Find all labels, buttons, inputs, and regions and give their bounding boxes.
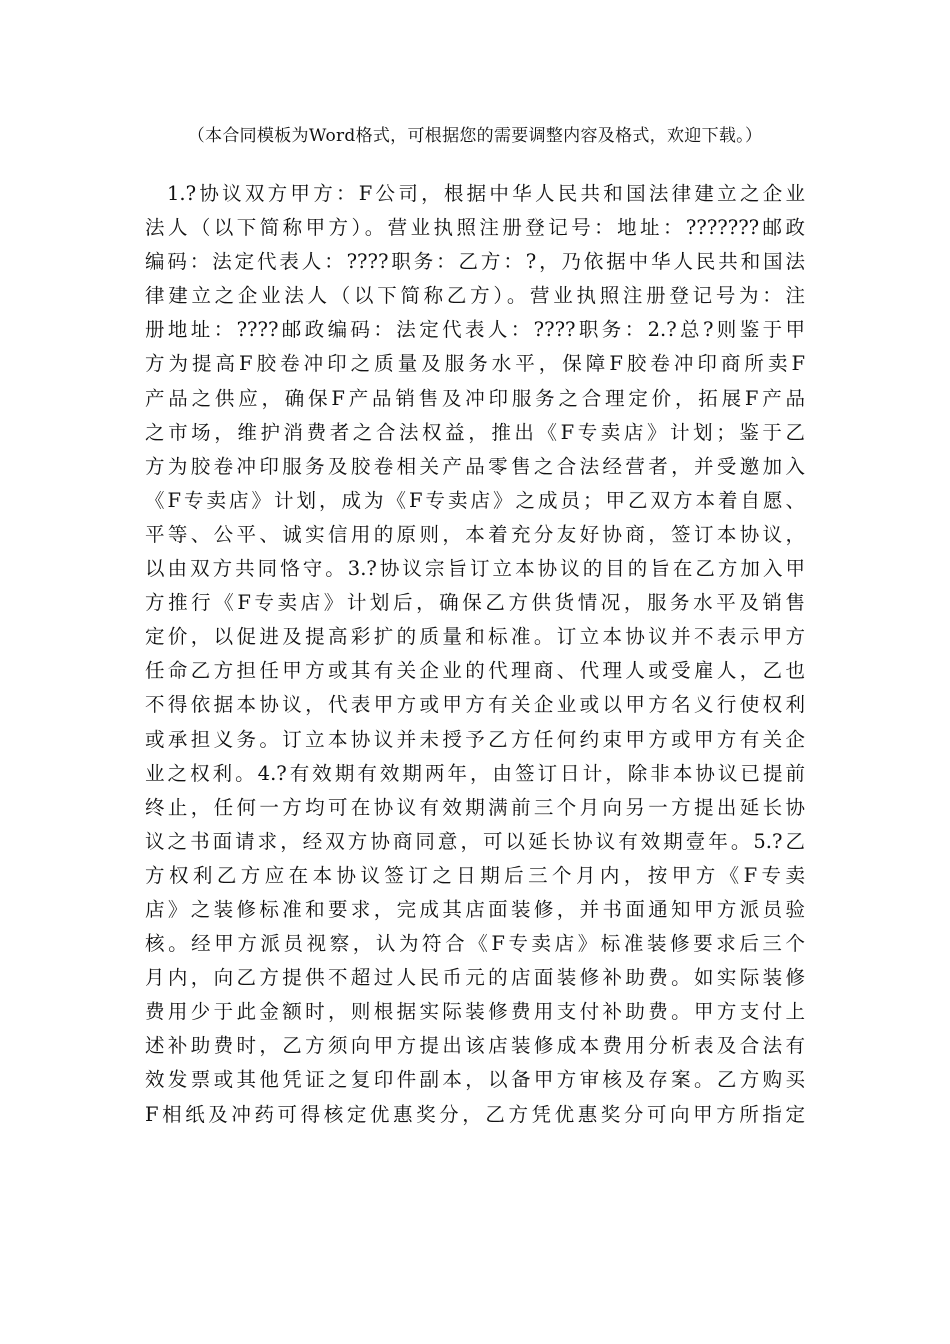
- body-line: 月内，向乙方提供不超过人民币元的店面装修补助费。如实际装修: [145, 966, 805, 990]
- body-line: 1.?协议双方甲方：F公司，根据中华人民共和国法律建立之企业: [167, 182, 805, 205]
- body-line: 册地址：????邮政编码：法定代表人：????职务：2.?总?则鉴于甲: [145, 318, 805, 342]
- body-line: 方推行《F专卖店》计划后，确保乙方供货情况，服务水平及销售: [145, 591, 805, 615]
- body-line: 业之权利。4.?有效期有效期两年，由签订日计，除非本协议已提前: [145, 761, 805, 785]
- body-line: 议之书面请求，经双方协商同意，可以延长协议有效期壹年。5.?乙: [145, 829, 805, 853]
- body-line: 以由双方共同恪守。3.?协议宗旨订立本协议的目的旨在乙方加入甲: [145, 557, 805, 581]
- body-line: 律建立之企业法人（以下简称乙方）。营业执照注册登记号为：注: [145, 284, 805, 308]
- body-line: 终止，任何一方均可在协议有效期满前三个月向另一方提出延长协: [145, 795, 805, 819]
- body-line: 述补助费时，乙方须向甲方提出该店装修成本费用分析表及合法有: [145, 1034, 805, 1058]
- body-line: 之市场，维护消费者之合法权益，推出《F专卖店》计划；鉴于乙: [145, 420, 805, 444]
- body-line: 不得依据本协议，代表甲方或甲方有关企业或以甲方名义行使权利: [145, 693, 805, 717]
- body-line: 法人（以下简称甲方）。营业执照注册登记号：地址：???????邮政: [145, 216, 805, 240]
- body-line: 产品之供应，确保F产品销售及冲印服务之合理定价，拓展F产品: [145, 386, 805, 410]
- body-line: 任命乙方担任甲方或其有关企业的代理商、代理人或受雇人，乙也: [145, 659, 805, 683]
- body-line: 费用少于此金额时，则根据实际装修费用支付补助费。甲方支付上: [145, 1000, 805, 1024]
- body-line: 定价，以促进及提高彩扩的质量和标准。订立本协议并不表示甲方: [145, 625, 805, 649]
- body-line: 《F专卖店》计划，成为《F专卖店》之成员；甲乙双方本着自愿、: [145, 488, 805, 512]
- body-line: 或承担义务。订立本协议并未授予乙方任何约束甲方或甲方有关企: [145, 727, 805, 751]
- template-notice: （本合同模板为Word格式，可根据您的需要调整内容及格式，欢迎下载。）: [187, 126, 763, 146]
- body-line: 方权利乙方应在本协议签订之日期后三个月内，按甲方《F专卖: [145, 863, 805, 887]
- body-line: 店》之装修标准和要求，完成其店面装修，并书面通知甲方派员验: [145, 897, 805, 921]
- body-line: 编码：法定代表人：????职务：乙方：?，乃依据中华人民共和国法: [145, 250, 805, 274]
- body-line: 方为提高F胶卷冲印之质量及服务水平，保障F胶卷冲印商所卖F: [145, 352, 805, 376]
- body-line: F相纸及冲药可得核定优惠奖分，乙方凭优惠奖分可向甲方所指定: [145, 1102, 805, 1126]
- contract-body: [145, 177, 805, 1132]
- body-line: 平等、公平、诚实信用的原则，本着充分友好协商，签订本协议，: [145, 522, 805, 546]
- body-line: 方为胶卷冲印服务及胶卷相关产品零售之合法经营者，并受邀加入: [145, 454, 805, 478]
- body-line: 核。经甲方派员视察，认为符合《F专卖店》标准装修要求后三个: [145, 932, 805, 956]
- body-line: 效发票或其他凭证之复印件副本，以备甲方审核及存案。乙方购买: [145, 1068, 805, 1092]
